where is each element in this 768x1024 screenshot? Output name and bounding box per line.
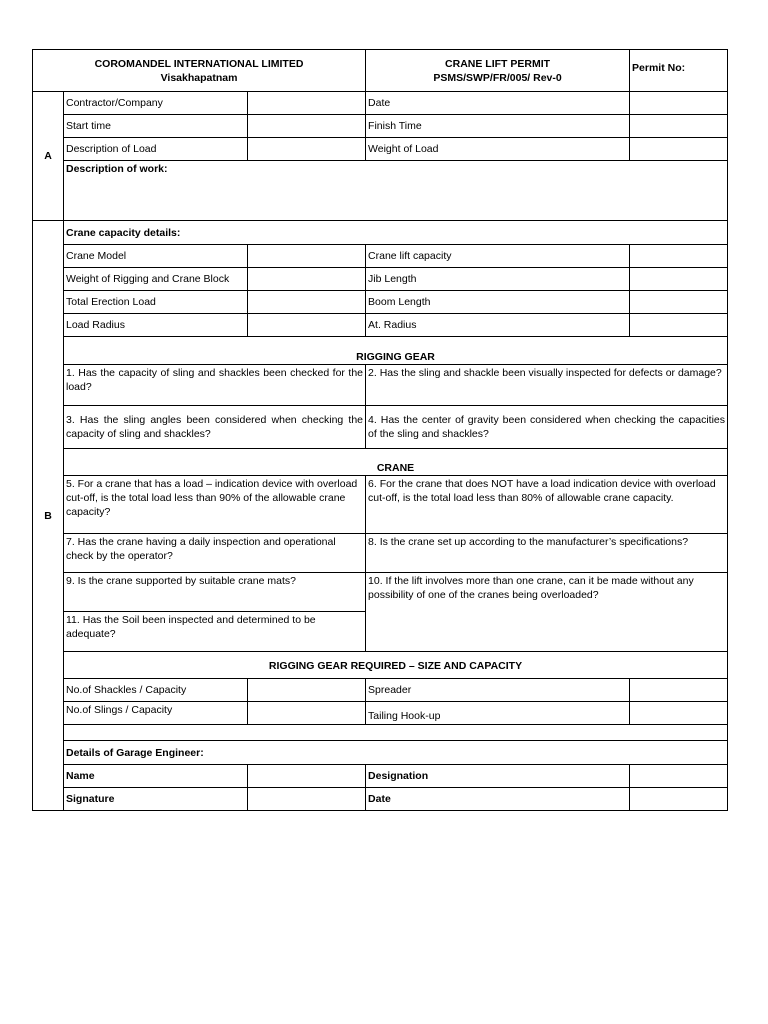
signature-field[interactable] xyxy=(248,788,366,811)
boom-length-field[interactable] xyxy=(630,291,728,314)
boom-length-label: Boom Length xyxy=(366,291,630,314)
crane-title: CRANE xyxy=(64,449,728,476)
load-radius-field[interactable] xyxy=(248,314,366,337)
contractor-field[interactable] xyxy=(248,92,366,115)
work-description-label: Description of work: xyxy=(66,163,168,175)
crane-model-field[interactable] xyxy=(248,245,366,268)
load-description-label: Description of Load xyxy=(64,138,248,161)
question-4[interactable]: 4. Has the center of gravity been considered when checking the capacities of the sling and shackles? xyxy=(366,406,728,449)
crane-lift-capacity-field[interactable] xyxy=(630,245,728,268)
crane-model-label: Crane Model xyxy=(64,245,248,268)
designation-field[interactable] xyxy=(630,765,728,788)
date-label: Date xyxy=(366,92,630,115)
at-radius-field[interactable] xyxy=(630,314,728,337)
jib-length-field[interactable] xyxy=(630,268,728,291)
question-6[interactable]: 6. For the crane that does NOT have a load indication device with overload cut-off, is the total load less than 80% of allowable crane capacity. xyxy=(366,476,728,534)
finish-time-label: Finish Time xyxy=(366,115,630,138)
rigging-gear-title: RIGGING GEAR xyxy=(64,337,728,365)
designation-label: Designation xyxy=(366,765,630,788)
shackles-field[interactable] xyxy=(248,679,366,702)
jib-length-label: Jib Length xyxy=(366,268,630,291)
section-b-letter: B xyxy=(33,221,64,811)
slings-field[interactable] xyxy=(248,702,366,725)
permit-code: PSMS/SWP/FR/005/ Rev-0 xyxy=(433,71,562,84)
work-description-field[interactable] xyxy=(64,161,728,221)
name-field[interactable] xyxy=(248,765,366,788)
question-10[interactable]: 10. If the lift involves more than one crane, can it be made without any possibility of one of the cranes being overloaded? xyxy=(366,573,728,652)
company-name: COROMANDEL INTERNATIONAL LIMITED xyxy=(94,57,304,70)
crane-lift-permit-form xyxy=(32,49,728,811)
load-description-field[interactable] xyxy=(248,138,366,161)
rigging-required-title: RIGGING GEAR REQUIRED – SIZE AND CAPACITY xyxy=(64,652,728,679)
start-time-field[interactable] xyxy=(248,115,366,138)
crane-lift-capacity-label: Crane lift capacity xyxy=(366,245,630,268)
date-field[interactable] xyxy=(630,92,728,115)
start-time-label: Start time xyxy=(64,115,248,138)
section-a-letter: A xyxy=(33,92,64,221)
load-weight-field[interactable] xyxy=(630,138,728,161)
tailing-hookup-label: Tailing Hook-up xyxy=(366,702,630,725)
load-radius-label: Load Radius xyxy=(64,314,248,337)
question-11[interactable]: 11. Has the Soil been inspected and determined to be adequate? xyxy=(64,612,366,652)
contractor-label: Contractor/Company xyxy=(64,92,248,115)
rigging-weight-label: Weight of Rigging and Crane Block xyxy=(64,268,248,291)
spreader-label: Spreader xyxy=(366,679,630,702)
total-erection-load-label: Total Erection Load xyxy=(64,291,248,314)
question-2[interactable]: 2. Has the sling and shackle been visually inspected for defects or damage? xyxy=(366,365,728,406)
company-location: Visakhapatnam xyxy=(160,71,238,84)
permit-title-cell xyxy=(366,50,630,92)
signature-label: Signature xyxy=(64,788,248,811)
question-1[interactable]: 1. Has the capacity of sling and shackles been checked for the load? xyxy=(64,365,366,406)
permit-title: CRANE LIFT PERMIT xyxy=(445,57,551,70)
question-8[interactable]: 8. Is the crane set up according to the manufacturer’s specifications? xyxy=(366,534,728,573)
company-header xyxy=(33,50,366,92)
tailing-hookup-field[interactable] xyxy=(630,702,728,725)
question-5[interactable]: 5. For a crane that has a load – indication device with overload cut-off, is the total load less than 90% of the allowable crane capacity? xyxy=(64,476,366,534)
total-erection-load-field[interactable] xyxy=(248,291,366,314)
load-weight-label: Weight of Load xyxy=(366,138,630,161)
garage-engineer-title: Details of Garage Engineer: xyxy=(64,741,728,765)
question-3[interactable]: 3. Has the sling angles been considered when checking the capacity of sling and shackles? xyxy=(64,406,366,449)
slings-label: No.of Slings / Capacity xyxy=(64,702,248,725)
permit-no-label: Permit No: xyxy=(630,50,728,92)
finish-time-field[interactable] xyxy=(630,115,728,138)
rigging-weight-field[interactable] xyxy=(248,268,366,291)
at-radius-label: At. Radius xyxy=(366,314,630,337)
engineer-date-field[interactable] xyxy=(630,788,728,811)
shackles-label: No.of Shackles / Capacity xyxy=(64,679,248,702)
name-label: Name xyxy=(64,765,248,788)
engineer-date-label: Date xyxy=(366,788,630,811)
spreader-field[interactable] xyxy=(630,679,728,702)
question-9[interactable]: 9. Is the crane supported by suitable crane mats? xyxy=(64,573,366,612)
spacer-row xyxy=(64,725,728,741)
crane-capacity-title: Crane capacity details: xyxy=(64,221,728,245)
question-7[interactable]: 7. Has the crane having a daily inspection and operational check by the operator? xyxy=(64,534,366,573)
